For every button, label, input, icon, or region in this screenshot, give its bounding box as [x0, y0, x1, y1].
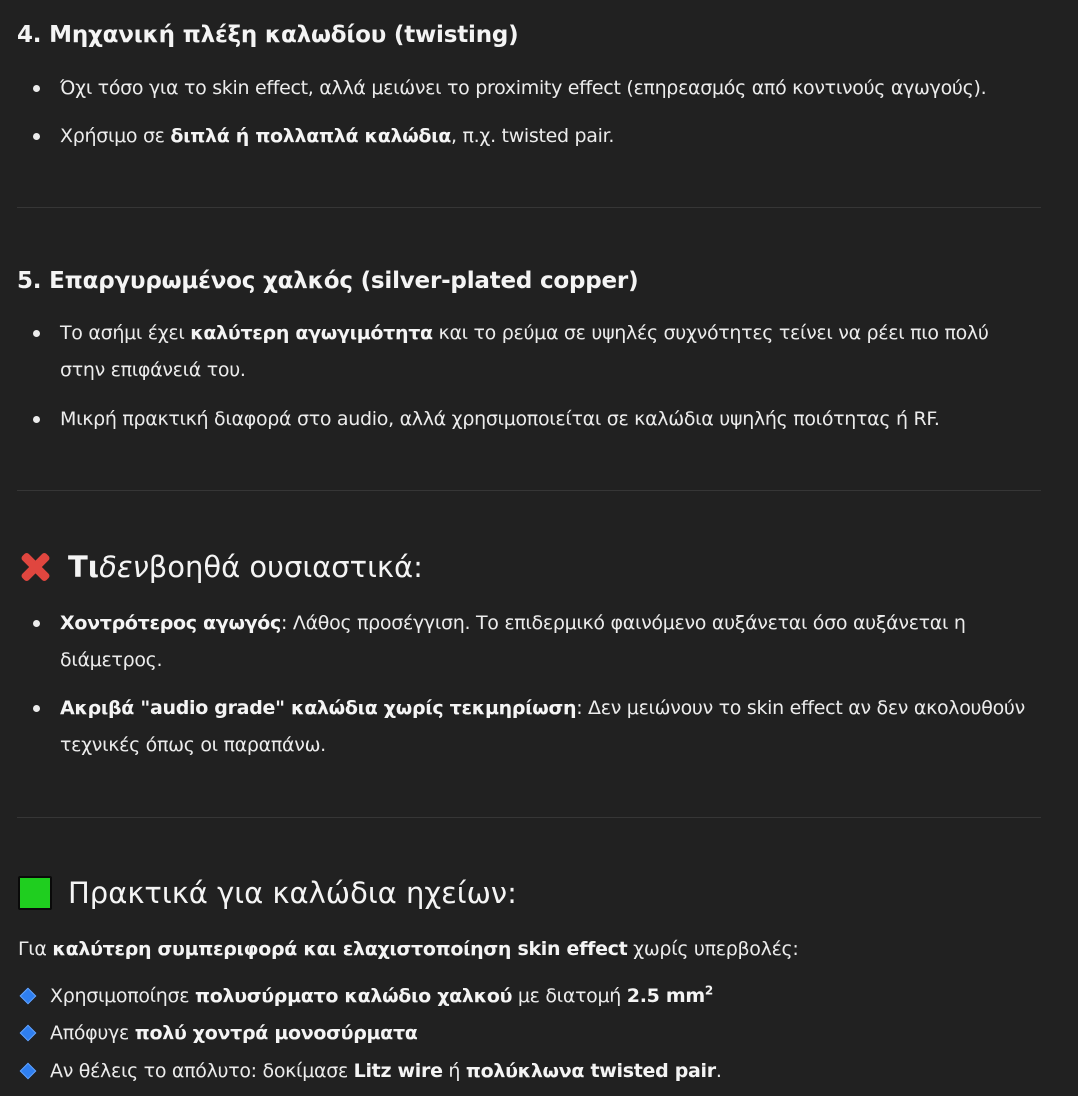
- section-4-bullet-2: Χρήσιμο σε διπλά ή πολλαπλά καλώδια, π.χ. twisted pair.: [60, 118, 1040, 155]
- section-5-bullet-2: Μικρή πρακτική διαφορά στο audio, αλλά χρησιμοποιείται σε καλώδια υψηλής ποιότητας ή RF.: [60, 401, 1040, 438]
- practical-item-2: Απόφυγε πολύ χοντρά μονοσύρματα: [18, 1022, 418, 1044]
- divider: [17, 207, 1041, 208]
- divider: [17, 817, 1041, 818]
- not-helpful-heading: Τι δεν βοηθά ουσιαστικά:: [18, 550, 423, 584]
- section-5-bullet-1: Το ασήμι έχει καλύτερη αγωγιμότητα και το ρεύμα σε υψηλές συχνότητες τείνει να ρέει πιο πολύ στην επιφάνειά του.: [60, 315, 1020, 389]
- green-square-icon: [18, 876, 52, 910]
- cross-mark-icon: [18, 550, 52, 584]
- blue-diamond-icon: [20, 1063, 37, 1080]
- practical-intro: Για καλύτερη συμπεριφορά και ελαχιστοποίηση skin effect χωρίς υπερβολές:: [18, 938, 799, 960]
- blue-diamond-icon: [20, 988, 37, 1005]
- practical-heading: Πρακτικά για καλώδια ηχείων:: [18, 876, 517, 910]
- practical-item-1: Χρησιμοποίησε πολυσύρματο καλώδιο χαλκού με διατομή 2.5 $mm^2$: [18, 985, 713, 1007]
- blue-diamond-icon: [20, 1025, 37, 1042]
- section-5-heading: 5. Επαργυρωμένος χαλκός (silver-plated copper): [17, 268, 639, 294]
- not-helpful-bullet-1: Χοντρότερος αγωγός: Λάθος προσέγγιση. Το επιδερμικό φαινόμενο αυξάνεται όσο αυξάνεται η διάμετρος.: [60, 605, 1000, 679]
- section-4-bullet-1: Όχι τόσο για το skin effect, αλλά μειώνει το proximity effect (επηρεασμός από κοντινούς αγωγούς).: [60, 70, 1040, 107]
- section-4-heading: 4. Μηχανική πλέξη καλωδίου (twisting): [17, 22, 519, 48]
- not-helpful-bullet-2: Ακριβά "audio grade" καλώδια χωρίς τεκμηρίωση: Δεν μειώνουν το skin effect αν δεν ακολουθούν τεχνικές όπως οι παραπάνω.: [60, 690, 1040, 764]
- practical-item-3: Αν θέλεις το απόλυτο: δοκίμασε Litz wire ή πολύκλωνα twisted pair.: [18, 1060, 722, 1082]
- divider: [17, 490, 1041, 491]
